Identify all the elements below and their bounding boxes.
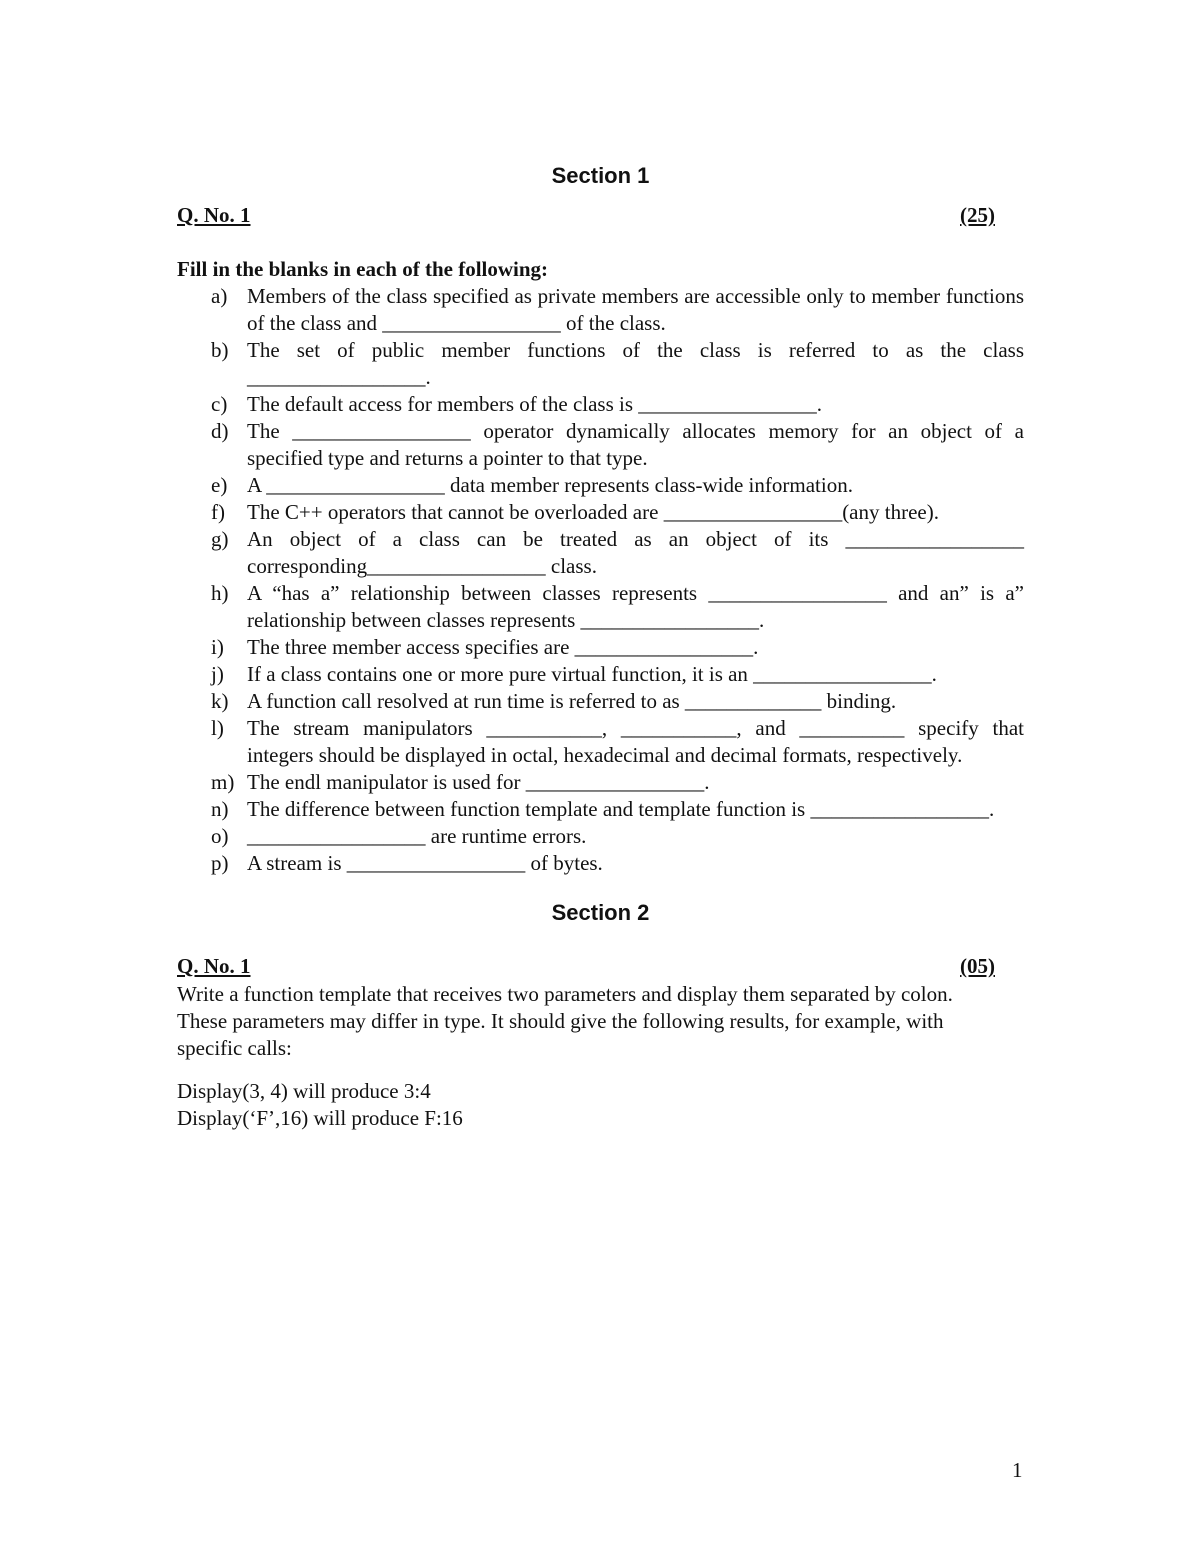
item-text: The C++ operators that cannot be overloaded are _________________(any three). bbox=[247, 500, 939, 524]
item-label: e) bbox=[211, 473, 228, 497]
section-1-title: Section 1 bbox=[551, 163, 650, 188]
example-line: Display(‘F’,16) will produce F:16 bbox=[177, 1106, 463, 1130]
item-label: l) bbox=[211, 716, 224, 740]
item-label: b) bbox=[211, 338, 229, 362]
item-text: The three member access specifies are _________________. bbox=[247, 635, 759, 659]
item-label: d) bbox=[211, 419, 229, 443]
list-item bbox=[177, 580, 1024, 634]
list-item bbox=[177, 850, 1024, 877]
list-item bbox=[177, 661, 1024, 688]
item-text: _________________ are runtime errors. bbox=[247, 824, 587, 848]
item-text: An object of a class can be treated as an object of its _________________ corresponding_________________ class. bbox=[247, 527, 1024, 578]
example-line: Display(3, 4) will produce 3:4 bbox=[177, 1079, 431, 1103]
fill-in-blanks-list bbox=[177, 283, 1024, 877]
list-item bbox=[177, 499, 1024, 526]
list-item bbox=[177, 634, 1024, 661]
item-text: A stream is _________________ of bytes. bbox=[247, 851, 603, 875]
item-text: The _________________ operator dynamically allocates memory for an object of a specified type and returns a pointer to that type. bbox=[247, 419, 1024, 470]
item-label: m) bbox=[211, 770, 235, 794]
item-label: j) bbox=[211, 662, 224, 686]
list-item bbox=[177, 472, 1024, 499]
item-text: A function call resolved at run time is referred to as _____________ binding. bbox=[247, 689, 897, 713]
section-2-title: Section 2 bbox=[551, 900, 650, 925]
item-label: c) bbox=[211, 392, 228, 416]
list-item bbox=[177, 526, 1024, 580]
list-item bbox=[177, 688, 1024, 715]
item-label: a) bbox=[211, 284, 228, 308]
item-label: k) bbox=[211, 689, 229, 713]
item-text: Members of the class specified as private members are accessible only to member functions of the class and _________________ of the class. bbox=[247, 284, 1024, 335]
section-2-question-header bbox=[177, 951, 995, 981]
item-label: p) bbox=[211, 851, 229, 875]
item-text: The set of public member functions of the class is referred to as the class _________________. bbox=[247, 338, 1024, 389]
item-text: The endl manipulator is used for _________________. bbox=[247, 770, 710, 794]
list-item bbox=[177, 418, 1024, 472]
example-calls bbox=[177, 1078, 1024, 1132]
item-text: The default access for members of the class is _________________. bbox=[247, 392, 823, 416]
item-text: If a class contains one or more pure virtual function, it is an _________________. bbox=[247, 662, 937, 686]
item-text: A “has a” relationship between classes represents _________________ and an” is a” relationship between classes represents _________________. bbox=[247, 581, 1024, 632]
list-item bbox=[177, 715, 1024, 769]
question-label: Q. No. 1 bbox=[177, 954, 251, 978]
list-item bbox=[177, 823, 1024, 850]
item-label: h) bbox=[211, 581, 229, 605]
list-item bbox=[177, 337, 1024, 391]
item-label: i) bbox=[211, 635, 224, 659]
item-text: The difference between function template and template function is _________________. bbox=[247, 797, 995, 821]
list-item bbox=[177, 283, 1024, 337]
item-label: n) bbox=[211, 797, 229, 821]
page-number: 1 bbox=[1012, 1458, 1023, 1482]
item-label: f) bbox=[211, 500, 225, 524]
page-content bbox=[177, 160, 1024, 1132]
question-marks: (25) bbox=[960, 203, 995, 227]
list-item bbox=[177, 796, 1024, 823]
question-paragraph: Write a function template that receives two parameters and display them separated by colon. These parameters may differ in type. It should give the following results, for example, with specific calls: bbox=[177, 982, 953, 1060]
item-text: A _________________ data member represents class-wide information. bbox=[247, 473, 853, 497]
list-item bbox=[177, 769, 1024, 796]
item-label: g) bbox=[211, 527, 229, 551]
question-marks: (05) bbox=[960, 954, 995, 978]
list-item bbox=[177, 391, 1024, 418]
question-label: Q. No. 1 bbox=[177, 203, 251, 227]
item-label: o) bbox=[211, 824, 229, 848]
section-1-question-header bbox=[177, 200, 995, 230]
item-text: The stream manipulators ___________, ___________, and __________ specify that integers should be displayed in octal, hexadecimal and decimal formats, respectively. bbox=[247, 716, 1024, 767]
question-instruction: Fill in the blanks in each of the following: bbox=[177, 257, 549, 281]
